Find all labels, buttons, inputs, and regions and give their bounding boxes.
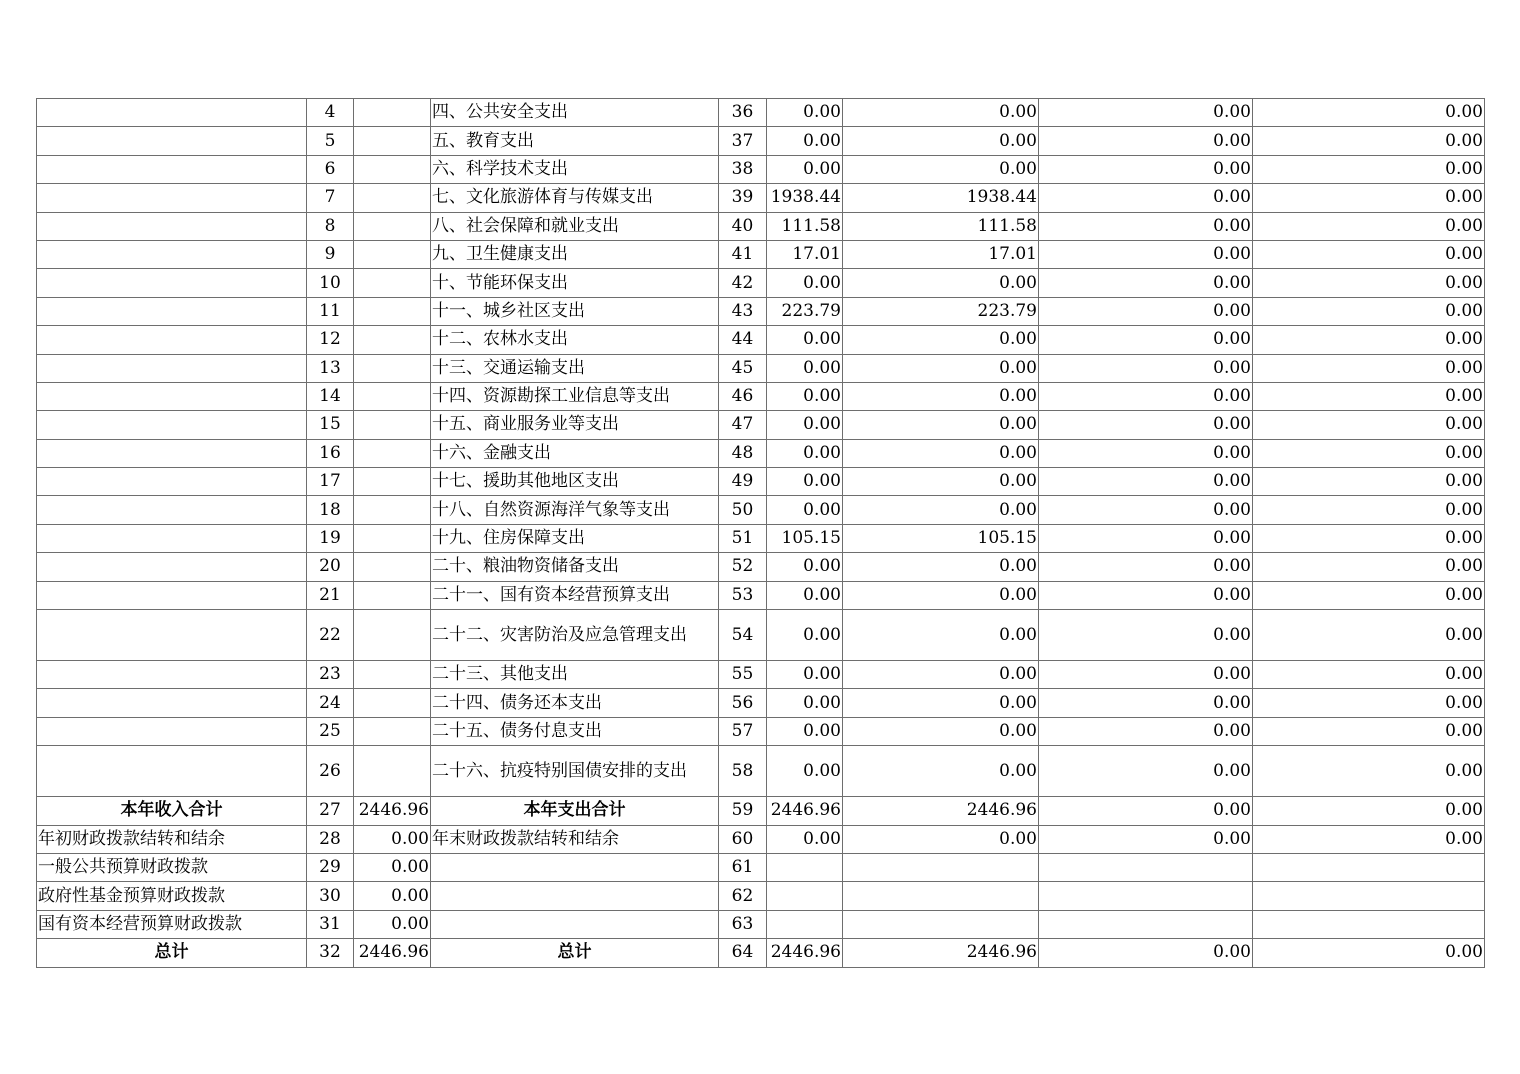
- expenditure-total-cell: [767, 853, 843, 881]
- income-line-no-cell: 4: [307, 99, 354, 127]
- general-budget-cell: 2446.96: [843, 797, 1039, 825]
- government-fund-cell: 0.00: [1039, 354, 1253, 382]
- expenditure-total-cell: 2446.96: [767, 939, 843, 967]
- expenditure-line-no-cell: 55: [719, 661, 767, 689]
- state-capital-cell: 0.00: [1253, 354, 1485, 382]
- income-item-cell: [37, 610, 307, 661]
- income-line-no-cell: 16: [307, 439, 354, 467]
- income-line-no-cell: 17: [307, 468, 354, 496]
- general-budget-cell: 0.00: [843, 746, 1039, 797]
- state-capital-cell: 0.00: [1253, 717, 1485, 745]
- income-line-no-cell: 18: [307, 496, 354, 524]
- income-amount-cell: 0.00: [354, 910, 431, 938]
- income-amount-cell: [354, 439, 431, 467]
- expenditure-item-cell: 年末财政拨款结转和结余: [431, 825, 719, 853]
- expenditure-total-cell: 0.00: [767, 717, 843, 745]
- state-capital-cell: 0.00: [1253, 797, 1485, 825]
- government-fund-cell: 0.00: [1039, 155, 1253, 183]
- table-row: [37, 184, 1485, 212]
- government-fund-cell: [1039, 882, 1253, 910]
- government-fund-cell: 0.00: [1039, 326, 1253, 354]
- table-row: [37, 797, 1485, 825]
- state-capital-cell: 0.00: [1253, 269, 1485, 297]
- income-amount-cell: [354, 127, 431, 155]
- expenditure-line-no-cell: 44: [719, 326, 767, 354]
- state-capital-cell: 0.00: [1253, 496, 1485, 524]
- income-item-cell: [37, 240, 307, 268]
- expenditure-line-no-cell: 37: [719, 127, 767, 155]
- general-budget-cell: 0.00: [843, 553, 1039, 581]
- expenditure-line-no-cell: 64: [719, 939, 767, 967]
- expenditure-total-cell: 0.00: [767, 127, 843, 155]
- expenditure-total-cell: 0.00: [767, 326, 843, 354]
- government-fund-cell: 0.00: [1039, 939, 1253, 967]
- income-item-cell: [37, 127, 307, 155]
- income-line-no-cell: 6: [307, 155, 354, 183]
- state-capital-cell: 0.00: [1253, 746, 1485, 797]
- income-amount-cell: [354, 354, 431, 382]
- expenditure-item-cell: 二十二、灾害防治及应急管理支出: [431, 610, 719, 661]
- table-row: [37, 853, 1485, 881]
- income-item-cell: [37, 746, 307, 797]
- income-item-cell: [37, 297, 307, 325]
- expenditure-item-cell: 总计: [431, 939, 719, 967]
- income-amount-cell: 0.00: [354, 853, 431, 881]
- general-budget-cell: 0.00: [843, 269, 1039, 297]
- general-budget-cell: 0.00: [843, 354, 1039, 382]
- income-item-cell: 本年收入合计: [37, 797, 307, 825]
- income-amount-cell: [354, 240, 431, 268]
- general-budget-cell: 0.00: [843, 717, 1039, 745]
- expenditure-item-cell: 六、科学技术支出: [431, 155, 719, 183]
- income-line-no-cell: 8: [307, 212, 354, 240]
- expenditure-item-cell: 十、节能环保支出: [431, 269, 719, 297]
- expenditure-total-cell: 0.00: [767, 746, 843, 797]
- government-fund-cell: 0.00: [1039, 439, 1253, 467]
- general-budget-cell: 2446.96: [843, 939, 1039, 967]
- expenditure-item-cell: 二十、粮油物资储备支出: [431, 553, 719, 581]
- table-row: [37, 910, 1485, 938]
- government-fund-cell: 0.00: [1039, 212, 1253, 240]
- expenditure-total-cell: 0.00: [767, 354, 843, 382]
- state-capital-cell: 0.00: [1253, 382, 1485, 410]
- expenditure-item-cell: 五、教育支出: [431, 127, 719, 155]
- state-capital-cell: 0.00: [1253, 689, 1485, 717]
- expenditure-total-cell: 223.79: [767, 297, 843, 325]
- general-budget-cell: 17.01: [843, 240, 1039, 268]
- general-budget-cell: 0.00: [843, 99, 1039, 127]
- income-line-no-cell: 10: [307, 269, 354, 297]
- general-budget-cell: 111.58: [843, 212, 1039, 240]
- income-amount-cell: [354, 382, 431, 410]
- expenditure-line-no-cell: 47: [719, 411, 767, 439]
- income-item-cell: [37, 326, 307, 354]
- expenditure-total-cell: 0.00: [767, 661, 843, 689]
- income-amount-cell: [354, 581, 431, 609]
- table-row: [37, 269, 1485, 297]
- state-capital-cell: 0.00: [1253, 825, 1485, 853]
- government-fund-cell: 0.00: [1039, 184, 1253, 212]
- expenditure-item-cell: 二十一、国有资本经营预算支出: [431, 581, 719, 609]
- government-fund-cell: 0.00: [1039, 797, 1253, 825]
- expenditure-item-cell: 九、卫生健康支出: [431, 240, 719, 268]
- expenditure-item-cell: 十九、住房保障支出: [431, 524, 719, 552]
- table-row: [37, 155, 1485, 183]
- expenditure-total-cell: 0.00: [767, 269, 843, 297]
- table-row: [37, 411, 1485, 439]
- income-line-no-cell: 31: [307, 910, 354, 938]
- expenditure-total-cell: 0.00: [767, 99, 843, 127]
- table-row: [37, 354, 1485, 382]
- state-capital-cell: 0.00: [1253, 99, 1485, 127]
- government-fund-cell: [1039, 853, 1253, 881]
- expenditure-total-cell: [767, 910, 843, 938]
- income-item-cell: [37, 496, 307, 524]
- state-capital-cell: 0.00: [1253, 661, 1485, 689]
- expenditure-item-cell: [431, 910, 719, 938]
- income-amount-cell: [354, 524, 431, 552]
- expenditure-item-cell: 十五、商业服务业等支出: [431, 411, 719, 439]
- expenditure-line-no-cell: 42: [719, 269, 767, 297]
- general-budget-cell: 0.00: [843, 610, 1039, 661]
- table-row: [37, 689, 1485, 717]
- expenditure-total-cell: 0.00: [767, 689, 843, 717]
- expenditure-total-cell: 111.58: [767, 212, 843, 240]
- expenditure-total-cell: 0.00: [767, 411, 843, 439]
- state-capital-cell: 0.00: [1253, 553, 1485, 581]
- table-row: [37, 240, 1485, 268]
- expenditure-total-cell: 0.00: [767, 610, 843, 661]
- expenditure-line-no-cell: 39: [719, 184, 767, 212]
- expenditure-line-no-cell: 54: [719, 610, 767, 661]
- table-row: [37, 439, 1485, 467]
- income-line-no-cell: 23: [307, 661, 354, 689]
- general-budget-cell: 105.15: [843, 524, 1039, 552]
- income-amount-cell: [354, 297, 431, 325]
- expenditure-item-cell: 四、公共安全支出: [431, 99, 719, 127]
- government-fund-cell: 0.00: [1039, 746, 1253, 797]
- expenditure-line-no-cell: 45: [719, 354, 767, 382]
- general-budget-cell: 0.00: [843, 468, 1039, 496]
- general-budget-cell: 223.79: [843, 297, 1039, 325]
- income-item-cell: [37, 212, 307, 240]
- expenditure-line-no-cell: 36: [719, 99, 767, 127]
- government-fund-cell: 0.00: [1039, 661, 1253, 689]
- income-item-cell: [37, 524, 307, 552]
- government-fund-cell: 0.00: [1039, 610, 1253, 661]
- government-fund-cell: 0.00: [1039, 297, 1253, 325]
- government-fund-cell: 0.00: [1039, 99, 1253, 127]
- general-budget-cell: 0.00: [843, 411, 1039, 439]
- income-amount-cell: [354, 99, 431, 127]
- expenditure-item-cell: 本年支出合计: [431, 797, 719, 825]
- expenditure-line-no-cell: 38: [719, 155, 767, 183]
- expenditure-item-cell: 十一、城乡社区支出: [431, 297, 719, 325]
- table-row: [37, 382, 1485, 410]
- expenditure-item-cell: 二十四、债务还本支出: [431, 689, 719, 717]
- general-budget-cell: 0.00: [843, 326, 1039, 354]
- expenditure-total-cell: 105.15: [767, 524, 843, 552]
- expenditure-item-cell: 十三、交通运输支出: [431, 354, 719, 382]
- expenditure-line-no-cell: 60: [719, 825, 767, 853]
- income-line-no-cell: 21: [307, 581, 354, 609]
- table-row: [37, 717, 1485, 745]
- income-line-no-cell: 22: [307, 610, 354, 661]
- government-fund-cell: 0.00: [1039, 524, 1253, 552]
- income-amount-cell: [354, 155, 431, 183]
- income-line-no-cell: 14: [307, 382, 354, 410]
- expenditure-item-cell: 十四、资源勘探工业信息等支出: [431, 382, 719, 410]
- table-row: [37, 746, 1485, 797]
- income-amount-cell: 2446.96: [354, 797, 431, 825]
- expenditure-total-cell: 0.00: [767, 155, 843, 183]
- expenditure-line-no-cell: 41: [719, 240, 767, 268]
- income-line-no-cell: 26: [307, 746, 354, 797]
- income-line-no-cell: 9: [307, 240, 354, 268]
- expenditure-line-no-cell: 40: [719, 212, 767, 240]
- table-row: [37, 610, 1485, 661]
- expenditure-total-cell: 0.00: [767, 825, 843, 853]
- government-fund-cell: 0.00: [1039, 553, 1253, 581]
- income-item-cell: 国有资本经营预算财政拨款: [37, 910, 307, 938]
- general-budget-cell: [843, 910, 1039, 938]
- table-row: [37, 524, 1485, 552]
- state-capital-cell: 0.00: [1253, 297, 1485, 325]
- state-capital-cell: 0.00: [1253, 155, 1485, 183]
- expenditure-line-no-cell: 57: [719, 717, 767, 745]
- table-row: [37, 825, 1485, 853]
- budget-table: [36, 98, 1485, 968]
- expenditure-total-cell: 0.00: [767, 496, 843, 524]
- expenditure-line-no-cell: 46: [719, 382, 767, 410]
- expenditure-item-cell: 十六、金融支出: [431, 439, 719, 467]
- expenditure-line-no-cell: 52: [719, 553, 767, 581]
- state-capital-cell: 0.00: [1253, 184, 1485, 212]
- income-item-cell: [37, 99, 307, 127]
- income-line-no-cell: 7: [307, 184, 354, 212]
- income-line-no-cell: 15: [307, 411, 354, 439]
- expenditure-line-no-cell: 43: [719, 297, 767, 325]
- government-fund-cell: 0.00: [1039, 382, 1253, 410]
- state-capital-cell: 0.00: [1253, 439, 1485, 467]
- income-item-cell: 一般公共预算财政拨款: [37, 853, 307, 881]
- income-amount-cell: [354, 184, 431, 212]
- expenditure-total-cell: 0.00: [767, 581, 843, 609]
- table-row: [37, 99, 1485, 127]
- expenditure-item-cell: [431, 882, 719, 910]
- general-budget-cell: 1938.44: [843, 184, 1039, 212]
- income-amount-cell: [354, 212, 431, 240]
- state-capital-cell: [1253, 910, 1485, 938]
- table-row: [37, 661, 1485, 689]
- government-fund-cell: 0.00: [1039, 717, 1253, 745]
- table-row: [37, 496, 1485, 524]
- income-line-no-cell: 28: [307, 825, 354, 853]
- government-fund-cell: [1039, 910, 1253, 938]
- income-amount-cell: [354, 746, 431, 797]
- income-amount-cell: [354, 661, 431, 689]
- expenditure-line-no-cell: 48: [719, 439, 767, 467]
- income-line-no-cell: 32: [307, 939, 354, 967]
- general-budget-cell: 0.00: [843, 439, 1039, 467]
- expenditure-item-cell: 七、文化旅游体育与传媒支出: [431, 184, 719, 212]
- expenditure-line-no-cell: 56: [719, 689, 767, 717]
- expenditure-item-cell: [431, 853, 719, 881]
- expenditure-line-no-cell: 62: [719, 882, 767, 910]
- expenditure-item-cell: 十二、农林水支出: [431, 326, 719, 354]
- general-budget-cell: 0.00: [843, 581, 1039, 609]
- income-amount-cell: 0.00: [354, 825, 431, 853]
- income-line-no-cell: 30: [307, 882, 354, 910]
- government-fund-cell: 0.00: [1039, 468, 1253, 496]
- expenditure-total-cell: 0.00: [767, 382, 843, 410]
- government-fund-cell: 0.00: [1039, 581, 1253, 609]
- income-item-cell: [37, 717, 307, 745]
- general-budget-cell: 0.00: [843, 661, 1039, 689]
- income-item-cell: 政府性基金预算财政拨款: [37, 882, 307, 910]
- expenditure-item-cell: 二十六、抗疫特别国债安排的支出: [431, 746, 719, 797]
- income-item-cell: [37, 184, 307, 212]
- income-item-cell: [37, 468, 307, 496]
- income-item-cell: 总计: [37, 939, 307, 967]
- expenditure-total-cell: 17.01: [767, 240, 843, 268]
- income-amount-cell: [354, 610, 431, 661]
- state-capital-cell: [1253, 853, 1485, 881]
- income-amount-cell: [354, 411, 431, 439]
- general-budget-cell: 0.00: [843, 382, 1039, 410]
- state-capital-cell: 0.00: [1253, 127, 1485, 155]
- expenditure-total-cell: 1938.44: [767, 184, 843, 212]
- income-item-cell: [37, 354, 307, 382]
- table-row: [37, 127, 1485, 155]
- government-fund-cell: 0.00: [1039, 240, 1253, 268]
- income-amount-cell: 2446.96: [354, 939, 431, 967]
- income-amount-cell: [354, 326, 431, 354]
- income-amount-cell: [354, 496, 431, 524]
- state-capital-cell: 0.00: [1253, 610, 1485, 661]
- income-item-cell: [37, 661, 307, 689]
- state-capital-cell: 0.00: [1253, 212, 1485, 240]
- general-budget-cell: 0.00: [843, 689, 1039, 717]
- expenditure-total-cell: [767, 882, 843, 910]
- expenditure-line-no-cell: 53: [719, 581, 767, 609]
- table-row: [37, 553, 1485, 581]
- income-line-no-cell: 19: [307, 524, 354, 552]
- table-row: [37, 581, 1485, 609]
- expenditure-line-no-cell: 50: [719, 496, 767, 524]
- expenditure-item-cell: 二十五、债务付息支出: [431, 717, 719, 745]
- expenditure-line-no-cell: 51: [719, 524, 767, 552]
- expenditure-item-cell: 二十三、其他支出: [431, 661, 719, 689]
- income-amount-cell: [354, 717, 431, 745]
- government-fund-cell: 0.00: [1039, 411, 1253, 439]
- state-capital-cell: 0.00: [1253, 581, 1485, 609]
- income-item-cell: [37, 269, 307, 297]
- general-budget-cell: 0.00: [843, 127, 1039, 155]
- income-item-cell: [37, 689, 307, 717]
- state-capital-cell: [1253, 882, 1485, 910]
- expenditure-line-no-cell: 61: [719, 853, 767, 881]
- income-amount-cell: [354, 269, 431, 297]
- table-row: [37, 939, 1485, 967]
- income-line-no-cell: 11: [307, 297, 354, 325]
- income-line-no-cell: 20: [307, 553, 354, 581]
- income-item-cell: [37, 553, 307, 581]
- state-capital-cell: 0.00: [1253, 411, 1485, 439]
- state-capital-cell: 0.00: [1253, 939, 1485, 967]
- expenditure-item-cell: 十八、自然资源海洋气象等支出: [431, 496, 719, 524]
- table-row: [37, 212, 1485, 240]
- income-item-cell: [37, 382, 307, 410]
- income-line-no-cell: 29: [307, 853, 354, 881]
- government-fund-cell: 0.00: [1039, 825, 1253, 853]
- expenditure-total-cell: 0.00: [767, 439, 843, 467]
- general-budget-cell: 0.00: [843, 825, 1039, 853]
- income-amount-cell: 0.00: [354, 882, 431, 910]
- expenditure-line-no-cell: 63: [719, 910, 767, 938]
- income-line-no-cell: 12: [307, 326, 354, 354]
- government-fund-cell: 0.00: [1039, 269, 1253, 297]
- expenditure-item-cell: 八、社会保障和就业支出: [431, 212, 719, 240]
- table-row: [37, 326, 1485, 354]
- table-body: [37, 99, 1485, 968]
- income-item-cell: [37, 439, 307, 467]
- income-item-cell: [37, 581, 307, 609]
- income-item-cell: [37, 155, 307, 183]
- expenditure-line-no-cell: 49: [719, 468, 767, 496]
- income-line-no-cell: 27: [307, 797, 354, 825]
- expenditure-total-cell: 0.00: [767, 553, 843, 581]
- general-budget-cell: 0.00: [843, 155, 1039, 183]
- income-item-cell: [37, 411, 307, 439]
- government-fund-cell: 0.00: [1039, 496, 1253, 524]
- income-amount-cell: [354, 468, 431, 496]
- state-capital-cell: 0.00: [1253, 326, 1485, 354]
- expenditure-total-cell: 2446.96: [767, 797, 843, 825]
- state-capital-cell: 0.00: [1253, 468, 1485, 496]
- income-line-no-cell: 24: [307, 689, 354, 717]
- government-fund-cell: 0.00: [1039, 689, 1253, 717]
- income-amount-cell: [354, 553, 431, 581]
- expenditure-item-cell: 十七、援助其他地区支出: [431, 468, 719, 496]
- income-amount-cell: [354, 689, 431, 717]
- income-item-cell: 年初财政拨款结转和结余: [37, 825, 307, 853]
- table-row: [37, 468, 1485, 496]
- government-fund-cell: 0.00: [1039, 127, 1253, 155]
- general-budget-cell: 0.00: [843, 496, 1039, 524]
- expenditure-line-no-cell: 59: [719, 797, 767, 825]
- expenditure-line-no-cell: 58: [719, 746, 767, 797]
- table-row: [37, 297, 1485, 325]
- income-line-no-cell: 25: [307, 717, 354, 745]
- general-budget-cell: [843, 882, 1039, 910]
- state-capital-cell: 0.00: [1253, 240, 1485, 268]
- state-capital-cell: 0.00: [1253, 524, 1485, 552]
- expenditure-total-cell: 0.00: [767, 468, 843, 496]
- general-budget-cell: [843, 853, 1039, 881]
- table-row: [37, 882, 1485, 910]
- income-line-no-cell: 13: [307, 354, 354, 382]
- income-line-no-cell: 5: [307, 127, 354, 155]
